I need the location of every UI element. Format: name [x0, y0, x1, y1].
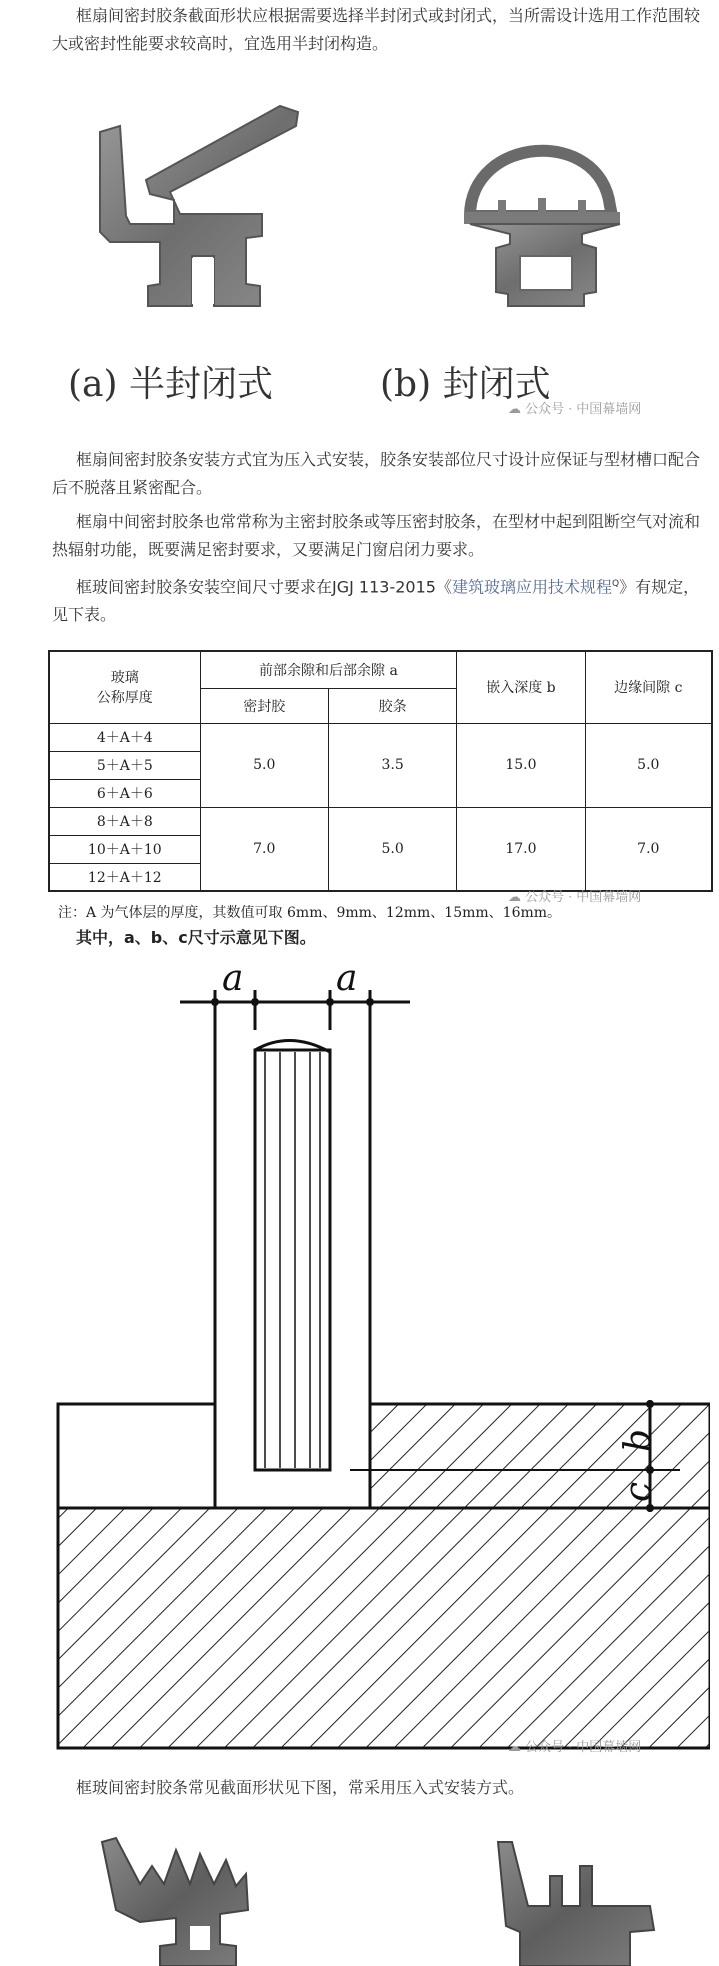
header-strip: 胶条 [328, 688, 456, 723]
thickness-cell: 5＋A＋5 [49, 751, 200, 779]
strip-cell: 3.5 [328, 723, 456, 807]
thickness-cell: 6＋A＋6 [49, 779, 200, 807]
wechat-icon: ☁ [508, 1740, 521, 1755]
edge-cell: 5.0 [585, 723, 712, 807]
thickness-cell: 10＋A＋10 [49, 835, 200, 863]
watermark-3: ☁ 公众号 · 中国幕墙网 [508, 1740, 642, 1755]
wechat-icon: ☁ [508, 890, 521, 905]
dim-a-left: a [222, 960, 244, 999]
header-depth: 嵌入深度 b [457, 651, 585, 723]
dim-b: b [618, 1428, 659, 1452]
table-note: 注：A 为气体层的厚度，其数值可取 6mm、9mm、12mm、15mm、16mm。 [58, 905, 562, 921]
depth-cell: 17.0 [457, 807, 585, 891]
header-edge: 边缘间隙 c [585, 651, 712, 723]
wechat-icon: ☁ [508, 402, 521, 417]
depth-cell: 15.0 [457, 723, 585, 807]
header-glass-thickness: 玻璃 公称厚度 [49, 651, 200, 723]
thickness-cell: 4＋A＋4 [49, 723, 200, 751]
paragraph-main-seal: 框扇中间密封胶条也常常称为主密封胶条或等压密封胶条，在型材中起到阻断空气对流和热辐射功能，既要满足密封要求，又要满足门窗启闭力要求。 [52, 512, 701, 559]
edge-cell: 7.0 [585, 807, 712, 891]
watermark-1: ☁ 公众号 · 中国幕墙网 [508, 402, 642, 417]
paragraph-glass-seal-shapes: 框玻间密封胶条常见截面形状见下图，常采用压入式安装方式。 [76, 1778, 525, 1797]
glass-seal-profile-right [498, 1842, 654, 1966]
header-gap-group: 前部余隙和后部余隙 a [200, 651, 457, 688]
closed-seal-profile [464, 151, 620, 306]
semi-closed-seal-profile [100, 106, 298, 306]
figure-glass-seal-profiles [50, 1814, 710, 1966]
watermark-2: ☁ 公众号 · 中国幕墙网 [508, 890, 642, 905]
glass-seal-profile-left [102, 1838, 248, 1966]
header-sealant: 密封胶 [200, 688, 328, 723]
sealant-cell: 5.0 [200, 723, 328, 807]
figure-seal-cross-sections [50, 96, 710, 426]
standard-link[interactable]: 建筑玻璃应用技术规程 [451, 577, 612, 597]
paragraph-install-method: 框扇间密封胶条安装方式宜为压入式安装，胶条安装部位尺寸设计应保证与型材槽口配合后不脱落且紧密配合。 [52, 450, 701, 497]
label-closed: (b) 封闭式 [380, 364, 551, 405]
paragraph-dimension-intro: 其中，a、b、c尺寸示意见下图。 [76, 928, 316, 947]
thickness-cell: 12＋A＋12 [49, 863, 200, 891]
dim-a-right: a [336, 960, 358, 999]
figure-dimension-schematic [50, 960, 710, 1760]
search-icon: Q [611, 579, 620, 589]
dim-c: c [618, 1481, 659, 1502]
label-semi-closed: (a) 半封闭式 [68, 364, 273, 405]
sealant-cell: 7.0 [200, 807, 328, 891]
paragraph-standard-ref: 框玻间密封胶条安装空间尺寸要求在JGJ 113-2015《建筑玻璃应用技术规程$^Q$》有规定，见下表。 [52, 577, 700, 625]
thickness-cell: 8＋A＋8 [49, 807, 200, 835]
glass-gap-table [48, 650, 713, 892]
paragraph-seal-shape: 框扇间密封胶条截面形状应根据需要选择半封闭式或封闭式，当所需设计选用工作范围较大或密封性能要求较高时，宜选用半封闭构造。 [52, 6, 701, 53]
strip-cell: 5.0 [328, 807, 456, 891]
